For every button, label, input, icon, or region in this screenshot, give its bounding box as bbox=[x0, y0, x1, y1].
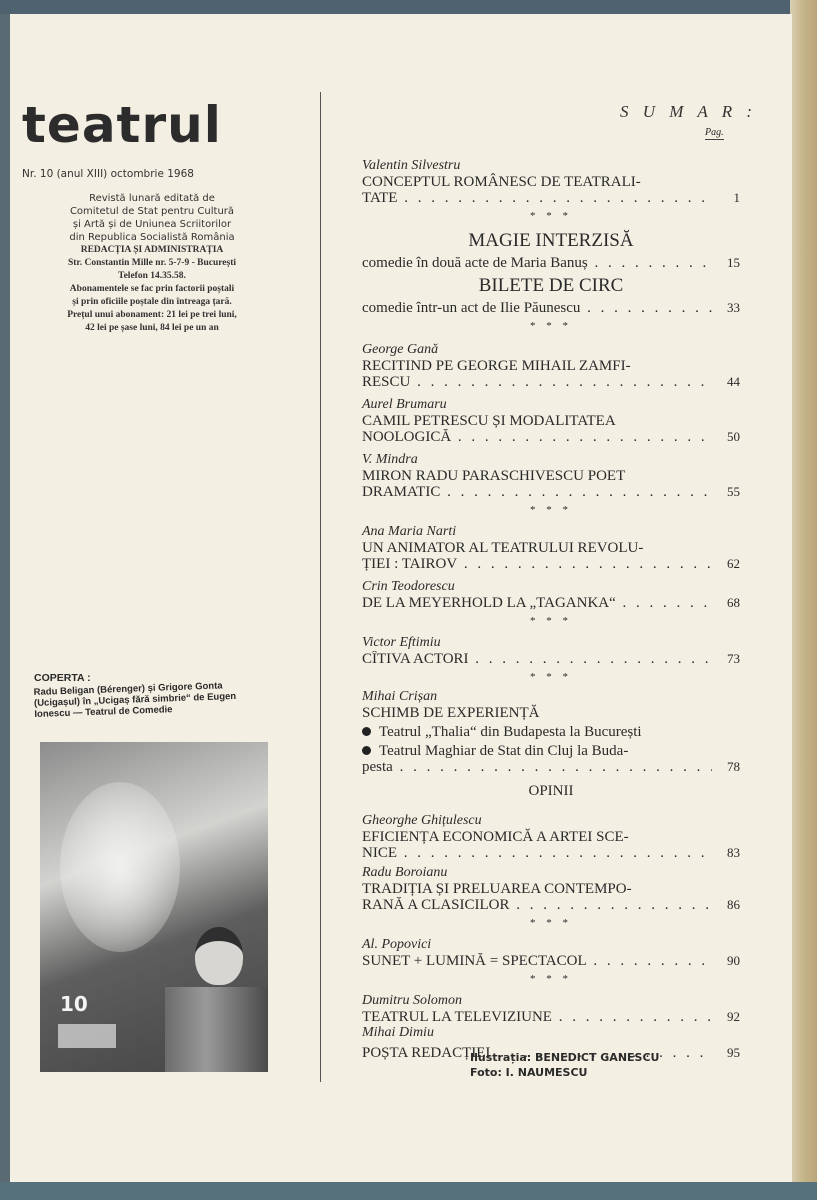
entry-title: RECITIND PE GEORGE MIHAIL ZAMFI- bbox=[362, 358, 631, 374]
entry-row bbox=[362, 1009, 740, 1025]
illustration-credit: Ilustrația: BENEDICT GANESCU bbox=[470, 1051, 660, 1064]
entry-author: Aurel Brumaru bbox=[362, 397, 447, 412]
entry-page: 73 bbox=[727, 651, 740, 666]
entry-row bbox=[362, 595, 740, 611]
book-spine bbox=[790, 0, 817, 1200]
column-divider bbox=[320, 92, 321, 1082]
entry-title: TATE . . . bbox=[362, 190, 712, 206]
entry-big-title: MAGIE INTERZISĂ bbox=[468, 230, 634, 251]
toc-entry[interactable] bbox=[362, 342, 740, 390]
entry-author: George Gană bbox=[362, 342, 439, 357]
top-binding-strip bbox=[0, 0, 817, 14]
entry-title: SUNET + LUMINĂ = SPECTACOL . . . bbox=[362, 953, 712, 969]
entry-title: DRAMATIC . . . bbox=[362, 484, 712, 500]
toc-entry[interactable] bbox=[362, 397, 740, 445]
entry-row bbox=[362, 759, 740, 775]
entry-title: RANĂ A CLASICILOR . . . bbox=[362, 897, 712, 913]
phone: Telefon 14.35.58. bbox=[118, 271, 186, 281]
separator-stars: * * * bbox=[530, 917, 572, 929]
entry-author: Dumitru Solomon bbox=[362, 993, 462, 1008]
entry-author: Al. Popovici bbox=[362, 937, 432, 952]
desc-line: Revistă lunară editată de bbox=[89, 193, 215, 204]
entry-page: 83 bbox=[727, 845, 740, 860]
entry-title: ȚIEI : TAIROV . . . bbox=[362, 556, 712, 572]
entry-row bbox=[362, 651, 740, 667]
desc-line: din Republica Socialistă România bbox=[69, 232, 235, 243]
bullet-item bbox=[362, 743, 740, 759]
entry-title: TEATRUL LA TELEVIZIUNE . . . bbox=[362, 1009, 712, 1025]
toc-entry[interactable] bbox=[362, 689, 740, 775]
entry-author: Radu Boroianu bbox=[362, 865, 448, 880]
entry-row bbox=[362, 556, 740, 572]
entry-row bbox=[362, 429, 740, 445]
entry-page: 44 bbox=[727, 374, 740, 389]
bullet-text: Teatrul Maghiar de Stat din Cluj la Buda- bbox=[379, 743, 629, 759]
entry-subtitle: comedie în două acte de Maria Banuș . . . bbox=[362, 255, 712, 271]
entry-title: TRADIȚIA ȘI PRELUAREA CONTEMPO- bbox=[362, 881, 632, 897]
entry-row bbox=[362, 300, 740, 316]
separator-stars: * * * bbox=[530, 210, 572, 222]
cover-number: 10 bbox=[60, 992, 88, 1016]
bullet-text: pesta . . . bbox=[362, 759, 712, 775]
separator-stars: * * * bbox=[530, 615, 572, 627]
entry-page: 86 bbox=[727, 897, 740, 912]
entry-author: Victor Eftimiu bbox=[362, 635, 441, 650]
entry-row bbox=[362, 845, 740, 861]
entry-author: V. Mindra bbox=[362, 452, 418, 467]
entry-title: CAMIL PETRESCU ȘI MODALITATEA bbox=[362, 413, 616, 429]
cover-label: COPERTA : bbox=[34, 672, 91, 684]
page-column-label: Pag. bbox=[705, 127, 724, 138]
entry-title: RESCU . . . bbox=[362, 374, 712, 390]
entry-page: 62 bbox=[727, 556, 740, 571]
entry-page: 90 bbox=[727, 953, 740, 968]
magazine-logo: teatrul bbox=[22, 96, 222, 154]
toc-heading: S U M A R : bbox=[620, 102, 758, 121]
entry-title: EFICIENȚA ECONOMICĂ A ARTEI SCE- bbox=[362, 829, 629, 845]
entry-title: SCHIMB DE EXPERIENȚĂ bbox=[362, 705, 540, 721]
subscription-line: Abonamentele se fac prin factorii poștali bbox=[69, 284, 235, 294]
toc-entry[interactable] bbox=[362, 524, 740, 572]
entry-author: Gheorghe Ghițulescu bbox=[362, 813, 482, 828]
actor-coat bbox=[165, 987, 268, 1072]
entry-page: 15 bbox=[727, 255, 740, 270]
entry-page: 92 bbox=[727, 1009, 740, 1024]
table-of-contents bbox=[362, 158, 740, 1061]
entry-page: 78 bbox=[727, 759, 740, 774]
separator-stars: * * * bbox=[530, 671, 572, 683]
toc-entry[interactable] bbox=[362, 993, 740, 1025]
toc-entry[interactable] bbox=[362, 230, 740, 271]
toc-entry[interactable] bbox=[362, 937, 740, 969]
entry-row bbox=[362, 897, 740, 913]
entry-page: 33 bbox=[727, 300, 740, 315]
entry-title: NICE . . . bbox=[362, 845, 712, 861]
desc-line: Comitetul de Stat pentru Cultură bbox=[69, 206, 235, 217]
actor-head bbox=[195, 927, 243, 985]
entry-author: Mihai Dimiu bbox=[362, 1025, 434, 1040]
entry-title: UN ANIMATOR AL TEATRULUI REVOLU- bbox=[362, 540, 644, 556]
entry-page: 1 bbox=[733, 190, 740, 205]
entry-title: NOOLOGICĂ . . . bbox=[362, 429, 712, 445]
redactia-label: REDACȚIA ȘI ADMINISTRAȚIA bbox=[80, 245, 224, 255]
subscription-line: 42 lei pe șase luni, 84 lei pe un an bbox=[85, 323, 219, 333]
entry-title: CÎTIVA ACTORI . . . bbox=[362, 651, 712, 667]
section-heading-opinii: OPINII bbox=[528, 783, 574, 799]
photo-highlight bbox=[60, 782, 180, 952]
entry-author: Mihai Crișan bbox=[362, 689, 438, 704]
entry-page: 50 bbox=[727, 429, 740, 444]
entry-title: POȘTA REDACȚIEI . . . bbox=[362, 1045, 712, 1061]
cover-photo bbox=[40, 742, 268, 1072]
credits bbox=[470, 1050, 659, 1080]
entry-big-title: BILETE DE CIRC bbox=[478, 275, 624, 296]
entry-row bbox=[362, 374, 740, 390]
entry-row bbox=[362, 190, 740, 206]
toc-entry[interactable] bbox=[362, 158, 740, 206]
entry-page: 95 bbox=[727, 1045, 740, 1060]
separator-stars: * * * bbox=[530, 504, 572, 516]
desc-line: și Artă și de Uniunea Scriitorilor bbox=[72, 219, 232, 230]
photo-credit: Foto: I. NAUMESCU bbox=[470, 1066, 588, 1079]
separator-stars: * * * bbox=[530, 320, 572, 332]
entry-author: Ana Maria Narti bbox=[362, 524, 457, 539]
entry-page: 55 bbox=[727, 484, 740, 499]
entry-row bbox=[362, 484, 740, 500]
entry-author: Valentin Silvestru bbox=[362, 158, 461, 173]
bullet-item bbox=[362, 724, 740, 740]
bullet-text: Teatrul „Thalia“ din Budapesta la București bbox=[379, 724, 642, 740]
entry-row bbox=[362, 953, 740, 969]
address: Str. Constantin Mille nr. 5-7-9 - București bbox=[67, 258, 237, 268]
toc-entry[interactable] bbox=[362, 452, 740, 500]
issue-line: Nr. 10 (anul XIII) octombrie 1968 bbox=[22, 168, 194, 180]
masthead-description bbox=[22, 192, 282, 335]
entry-page: 68 bbox=[727, 595, 740, 610]
cover-description: Radu Beligan (Bérenger) și Grigore Gonta (Ucigașul) în „Ucigaș fără simbrie“ de Eugen Ionescu — Teatrul de Comedie bbox=[33, 680, 237, 721]
mini-cover-thumbnail bbox=[58, 1024, 116, 1048]
separator-stars: * * * bbox=[530, 973, 572, 985]
bullet-dot bbox=[362, 746, 371, 755]
toc-entry[interactable] bbox=[362, 635, 740, 667]
entry-title: CONCEPTUL ROMÂNESC DE TEATRALI- bbox=[362, 174, 641, 190]
entry-title: MIRON RADU PARASCHIVESCU POET bbox=[362, 468, 626, 484]
entry-title: DE LA MEYERHOLD LA „TAGANKA“ . . . bbox=[362, 595, 712, 611]
toc-entry[interactable] bbox=[362, 579, 740, 611]
entry-subtitle: comedie într-un act de Ilie Păunescu . . . bbox=[362, 300, 712, 316]
bullet-dot bbox=[362, 727, 371, 736]
toc-entry[interactable] bbox=[362, 865, 740, 913]
subscription-line: și prin oficiile poștale din întreaga țară. bbox=[72, 297, 232, 307]
subscription-line: Prețul unui abonament: 21 lei pe trei luni, bbox=[67, 310, 237, 320]
toc-entry[interactable] bbox=[362, 275, 740, 316]
toc-entry[interactable] bbox=[362, 813, 740, 861]
entry-author: Crin Teodorescu bbox=[362, 579, 455, 594]
bottom-binding-strip bbox=[0, 1182, 817, 1200]
entry-row bbox=[362, 255, 740, 271]
